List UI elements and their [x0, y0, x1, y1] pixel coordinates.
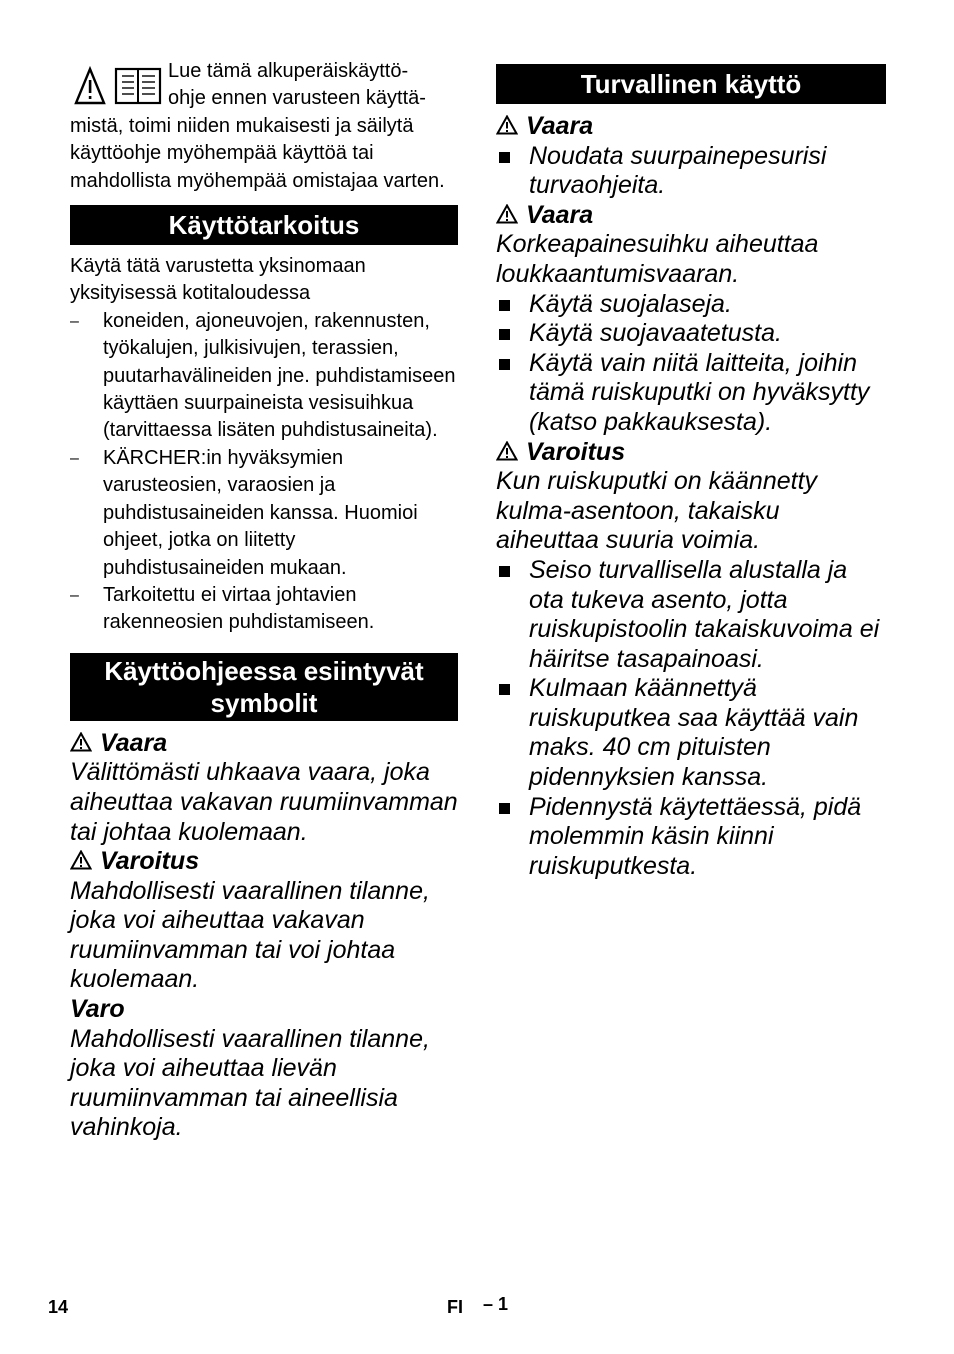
section-symbolit [70, 729, 458, 1143]
square-bullet-icon [499, 152, 510, 163]
vaara-label-text: Vaara [526, 200, 594, 229]
warning-manual-icon [74, 66, 164, 106]
list-item-text: Käytä vain niitä laitteita, joihin tämä ruiskuputki on hyväksytty (katso pakkauksesta). [529, 348, 870, 436]
varo-label: Varo [70, 995, 125, 1024]
vaara-label-text: Vaara [100, 728, 168, 757]
intro-line-1: Lue tämä alkuperäiskäyttö- [168, 60, 409, 82]
section-heading-symbolit [70, 653, 458, 721]
list-item-text: Seiso turvallisella alustalla ja ota tukeva asento, jotta ruiskupistoolin takaiskuvoima ei häiritse tasapainoasi. [529, 555, 880, 673]
list-item [496, 674, 886, 792]
list-item-text: Käytä suojavaatetusta. [529, 319, 782, 348]
list-item: – KÄRCHER:in hyväksymien varusteosien, varaosien ja puhdistusaineiden kanssa. Huomioi ohjeet, jotka on liitetty puhdistusaineiden mukaan. [70, 445, 458, 582]
intro-block [70, 58, 458, 195]
warning-triangle-icon [70, 850, 92, 870]
warning-triangle-icon [70, 732, 92, 752]
intro-line-2: ohje ennen varusteen käyttä- [168, 87, 426, 110]
page-number: 14 [48, 1297, 69, 1317]
warning-triangle-icon [496, 441, 518, 461]
vaara-label [70, 729, 458, 759]
list-item-text: Pidennystä käytettäessä, pidä molemmin käsin kiinni ruiskuputkesta. [529, 792, 862, 880]
heading-line-2: symbolit [210, 687, 318, 718]
vaara-label [496, 201, 886, 231]
list-item [496, 319, 886, 349]
intro-text: mistä, toimi niiden mukaisesti ja säilytä käyttöohje myöhempää käyttöä tai mahdollista myöhempää omistajaa varten. [70, 114, 445, 192]
sub-page-number: – 1 [483, 1294, 509, 1314]
list-item-text: Käytä suojalaseja. [529, 289, 732, 318]
warning-triangle-icon [496, 204, 518, 224]
square-bullet-icon [499, 803, 510, 814]
list-item [496, 556, 886, 674]
varoitus-label [496, 438, 886, 468]
square-bullet-icon [499, 329, 510, 340]
heading-line-1: Käyttöohjeessa esiintyvät [104, 655, 424, 686]
varoitus-text: Mahdollisesti vaarallinen tilanne, joka voi aiheuttaa vakavan ruumiinvamman tai voi johtaa kuolemaan. [70, 876, 430, 994]
varo-text: Mahdollisesti vaarallinen tilanne, joka voi aiheuttaa lievän ruumiinvamman tai aineellisia vahinkoja. [70, 1024, 430, 1142]
vaara-label-text: Vaara [526, 112, 594, 140]
varoitus-label-text: Varoitus [100, 847, 200, 876]
square-bullet-icon [499, 300, 510, 311]
section-intro-text: Käytä tätä varustetta yksinomaan yksityisessä kotitaloudessa [70, 255, 366, 305]
list-item [496, 793, 886, 882]
language-code: FI [447, 1297, 463, 1317]
dash-list [70, 308, 458, 637]
list-item-text: Noudata suurpainepesurisi turvaohjeita. [529, 141, 827, 200]
vaara-text: Korkeapainesuihku aiheuttaa loukkaantumisvaaran. [496, 230, 819, 288]
square-bullet-icon [499, 566, 510, 577]
left-column [70, 58, 458, 1143]
right-column [496, 64, 886, 881]
list-item: – Tarkoitettu ei virtaa johtavien rakenneosien puhdistamiseen. [70, 582, 458, 637]
warning-triangle-icon [496, 115, 518, 135]
list-item [496, 290, 886, 320]
bullet-list [496, 142, 886, 201]
varoitus-text: Kun ruiskuputki on käännetty kulma-asentoon, takaisku aiheuttaa suuria voimia. [496, 467, 818, 555]
vaara-text: Välittömästi uhkaava vaara, joka aiheuttaa vakavan ruumiinvamman tai johtaa kuolemaan. [70, 758, 458, 846]
varoitus-label-text: Varoitus [526, 437, 626, 466]
vaara-label [496, 112, 886, 142]
square-bullet-icon [499, 359, 510, 370]
section-kayttotarkoitus [70, 253, 458, 637]
list-item-text: Kulmaan käännettyä ruiskuputkea saa käyttää vain maks. 40 cm pituisten pidennyksien kanssa. [529, 674, 859, 792]
list-item [496, 349, 886, 438]
section-heading-kayttotarkoitus: Käyttötarkoitus [70, 205, 458, 245]
bullet-list [496, 556, 886, 882]
varoitus-label [70, 847, 458, 877]
list-item [496, 142, 886, 201]
list-item: – koneiden, ajoneuvojen, rakennusten, työkalujen, julkisivujen, terassien, puutarhavälineiden jne. puhdistamiseen käyttäen suurpaineista vesisuihkua (tarvittaessa lisäten puhdistusaineita). [70, 308, 458, 445]
bullet-list [496, 290, 886, 438]
section-heading-turvallinen-kaytto: Turvallinen käyttö [496, 64, 886, 104]
square-bullet-icon [499, 684, 510, 695]
